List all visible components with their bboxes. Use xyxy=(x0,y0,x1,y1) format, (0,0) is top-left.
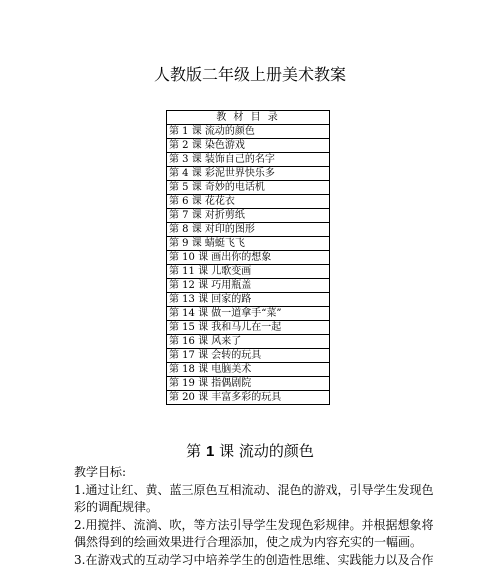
table-row xyxy=(167,349,330,363)
toc-item: 第 9 课 蜻蜓飞飞 xyxy=(167,237,330,251)
toc-item: 第 5 课 奇妙的电话机 xyxy=(167,181,330,195)
toc-item: 第 17 课 会转的玩具 xyxy=(167,349,330,363)
toc-header-row xyxy=(167,111,330,125)
teaching-goals-label: 教学目标: xyxy=(74,464,434,482)
toc-item: 第 4 课 彩泥世界快乐多 xyxy=(167,167,330,181)
teaching-goal-2: 2.用搅拌、流淌、吹，等方法引导学生发现色彩规律。并根据想象将偶然得到的绘画效果进行合理添加，使之成为内容充实的一幅画。 xyxy=(74,517,434,552)
table-row xyxy=(167,377,330,391)
table-row xyxy=(167,363,330,377)
toc-item: 第 11 课 儿歌变画 xyxy=(167,265,330,279)
lesson-title-text: 课 流动的颜色 xyxy=(219,442,314,460)
lesson-title-prefix: 第 xyxy=(186,442,201,460)
toc-item: 第 2 课 染色游戏 xyxy=(167,139,330,153)
table-row xyxy=(167,251,330,265)
toc-item: 第 10 课 画出你的想象 xyxy=(167,251,330,265)
toc-item: 第 20 课 丰富多彩的玩具 xyxy=(167,391,330,405)
table-row xyxy=(167,153,330,167)
table-row xyxy=(167,335,330,349)
table-row xyxy=(167,139,330,153)
toc-item: 第 15 课 我和马儿在一起 xyxy=(167,321,330,335)
toc-header: 教 材 目 录 xyxy=(167,111,330,125)
toc-item: 第 16 课 风来了 xyxy=(167,335,330,349)
table-row xyxy=(167,307,330,321)
lesson-body xyxy=(74,464,434,569)
toc-item: 第 18 课 电脑美术 xyxy=(167,363,330,377)
toc-item: 第 8 课 对印的图形 xyxy=(167,223,330,237)
table-row xyxy=(167,293,330,307)
table-row xyxy=(167,265,330,279)
toc-item: 第 3 课 装饰自己的名字 xyxy=(167,153,330,167)
table-row xyxy=(167,209,330,223)
table-row xyxy=(167,181,330,195)
table-row xyxy=(167,223,330,237)
teaching-goal-1: 1.通过让红、黄、蓝三原色互相流动、混色的游戏，引导学生发现色彩的调配规律。 xyxy=(74,482,434,517)
toc-item: 第 19 课 指偶剧院 xyxy=(167,377,330,391)
table-row xyxy=(167,279,330,293)
toc-item: 第 14 课 做一道拿手“菜” xyxy=(167,307,330,321)
table-row xyxy=(167,125,330,139)
toc-item: 第 12 课 巧用瓶盖 xyxy=(167,279,330,293)
toc-item: 第 13 课 回家的路 xyxy=(167,293,330,307)
document-title: 人教版二年级上册美术教案 xyxy=(0,64,500,86)
toc-item: 第 6 课 花花衣 xyxy=(167,195,330,209)
lesson-title-number: 1 xyxy=(206,443,214,460)
lesson-title xyxy=(0,440,500,463)
table-row xyxy=(167,391,330,405)
teaching-goal-3: 3.在游戏式的互动学习中培养学生的创造性思维、实践能力以及合作 xyxy=(74,552,434,569)
toc-item: 第 1 课 流动的颜色 xyxy=(167,125,330,139)
toc-item: 第 7 课 对折剪纸 xyxy=(167,209,330,223)
table-of-contents xyxy=(166,110,330,405)
table-row xyxy=(167,237,330,251)
table-row xyxy=(167,321,330,335)
table-row xyxy=(167,167,330,181)
table-row xyxy=(167,195,330,209)
